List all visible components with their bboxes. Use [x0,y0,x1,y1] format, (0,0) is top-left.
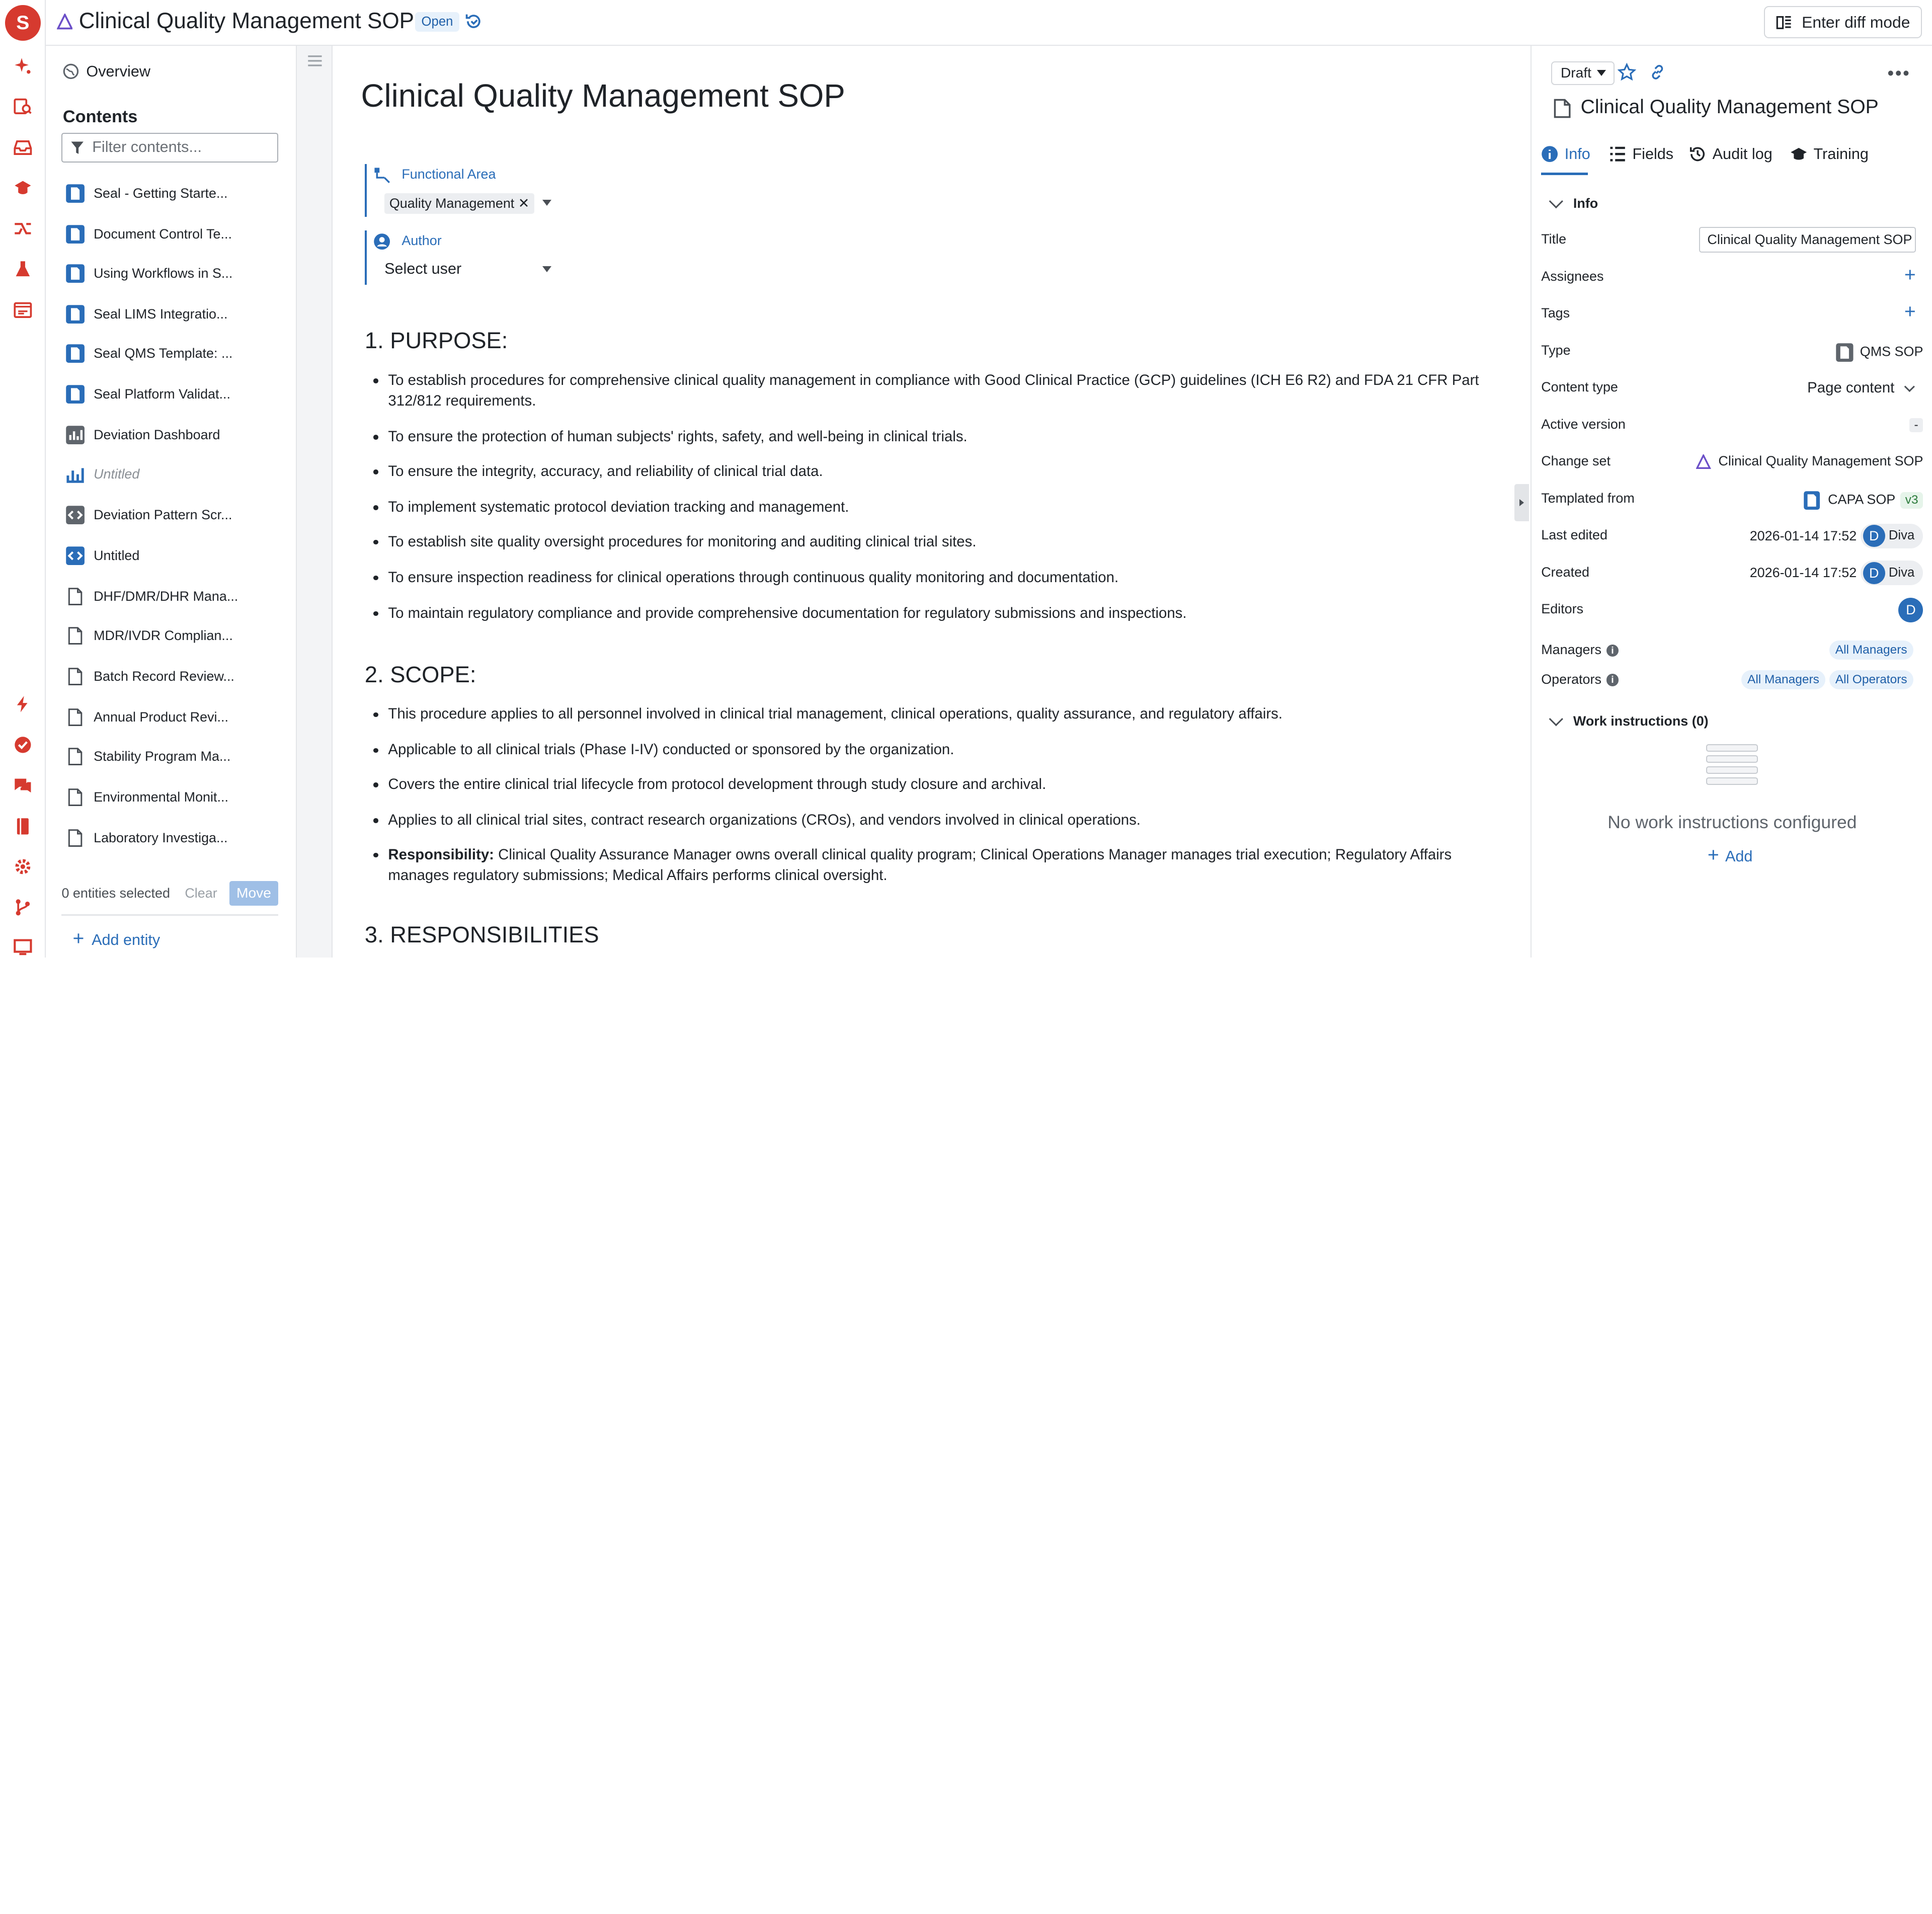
avatar[interactable]: D [1898,598,1923,622]
sidebar-item[interactable] [65,705,281,730]
functional-area-dropdown-icon[interactable] [542,200,551,206]
tab-training-label: Training [1813,145,1869,163]
managers-label: Managers [1541,642,1601,657]
add-entity-button[interactable] [72,928,160,950]
tab-training[interactable] [1790,145,1869,163]
blue-doc-icon [65,344,85,363]
seal-logo[interactable]: S [5,5,41,41]
bolt-icon[interactable] [12,694,33,715]
role-badge[interactable]: All Managers [1741,670,1825,689]
author-select[interactable]: Select user [384,260,462,277]
add-work-instruction-button[interactable] [1708,844,1753,866]
gray-code-icon [65,505,85,525]
avatar: D [1863,562,1885,584]
field-label: Templated from [1541,490,1635,506]
info-section-label: Info [1573,196,1598,211]
field-editors [1541,598,1923,622]
sidebar-item[interactable] [65,584,281,609]
field-value [1750,561,1923,585]
field-value [1909,417,1923,432]
blue-chart-icon [65,464,85,484]
sidebar-item-label: Laboratory Investiga... [94,830,228,845]
sidebar-item[interactable] [65,261,281,286]
title-input[interactable]: Clinical Quality Management SOP [1699,227,1916,253]
chevron-down-icon [1904,381,1915,392]
monitor-icon[interactable] [12,936,33,958]
book-icon[interactable] [12,816,33,837]
outline-doc-icon [65,828,85,848]
blue-doc-icon [65,384,85,404]
check-circle-icon[interactable] [12,735,33,756]
role-badge[interactable]: All Managers [1829,641,1913,660]
list-item: To implement systematic protocol deviation tracking and management. [388,497,1485,518]
branch-icon[interactable] [12,897,33,918]
menu-icon[interactable] [307,53,323,69]
field-label: Editors [1541,601,1584,617]
section-heading: 1. PURPOSE: [364,328,508,354]
blue-doc-icon [1803,491,1820,510]
sidebar-item[interactable] [65,623,281,648]
sidebar-item-label: Stability Program Ma... [94,749,231,764]
templated-from-value: CAPA SOP [1828,492,1896,507]
field-label [1541,672,1619,687]
blue-doc-icon [65,304,85,324]
list-item: To ensure inspection readiness for clinical operations through continuous quality monitoring and documentation. [388,567,1485,588]
panel-tabs [1532,138,1932,175]
list-item: This procedure applies to all personnel involved in clinical trial management, clinical operations, quality assurance, and regulatory affairs. [388,703,1485,725]
outline-doc-icon [65,787,85,807]
field-label: Created [1541,564,1590,580]
sidebar-item[interactable] [65,503,281,527]
list-item: To establish site quality oversight procedures for monitoring and auditing clinical trial sites. [388,531,1485,552]
field-label: Active version [1541,416,1626,432]
add-tag-icon[interactable]: + [1904,301,1916,323]
workflow-icon[interactable] [12,218,33,239]
list-item [388,844,1485,886]
add-entity-label: Add entity [92,931,160,949]
app-rail [0,0,46,958]
sidebar-item[interactable] [65,826,281,850]
work-instructions-label: Work instructions (0) [1573,713,1709,729]
sidebar-item-label: Deviation Pattern Scr... [94,507,232,523]
functional-area-label: Functional Area [401,166,496,182]
blue-doc-icon [65,264,85,283]
change-set-link[interactable] [1696,453,1923,469]
sparkle-icon[interactable] [12,55,33,76]
info-icon[interactable]: i [1606,674,1619,686]
content-type-value: Page content [1807,379,1895,396]
overview-link[interactable] [63,63,150,81]
sidebar-item[interactable] [65,664,281,689]
sidebar-item-label: Untitled [94,547,140,563]
responsibility-text: Clinical Quality Assurance Manager owns overall clinical quality program; Clinical Operations Manager manages trial execution; Regulatory Affairs manages regulatory submissions; Medical Affairs performs clinical oversight. [388,846,1452,884]
diff-icon [1776,15,1792,31]
outline-doc-icon [65,707,85,727]
tab-fields[interactable] [1609,145,1673,163]
last-edited-value: 2026-01-14 17:52 [1749,528,1857,543]
blue-doc-icon [65,224,85,244]
blue-code-icon [65,546,85,566]
info-icon [1541,145,1558,163]
outline-doc-icon [65,667,85,686]
field-created [1541,561,1923,585]
info-section-toggle[interactable] [1547,196,1598,211]
content-type-select[interactable] [1807,379,1913,396]
sidebar-item-label: Environmental Monit... [94,789,228,805]
expand-panel-handle[interactable] [1514,484,1529,521]
user-icon [373,233,390,250]
field-label: Last edited [1541,527,1607,543]
user-name: Diva [1888,528,1915,543]
list-item: Applies to all clinical trial sites, contract research organizations (CROs), and vendors involved in clinical operations. [388,810,1485,831]
page-title: Clinical Quality Management SOP [78,9,415,34]
role-badge[interactable]: All Operators [1829,670,1913,689]
sidebar-item-label: Seal QMS Template: ... [94,346,233,361]
field-label [1541,642,1619,658]
field-active-version [1541,413,1923,437]
version-badge: v3 [1900,492,1923,509]
outline-doc-icon [65,587,85,606]
move-button[interactable]: Move [229,881,279,906]
empty-state-text: No work instructions configured [1607,812,1857,832]
contents-heading: Contents [62,107,138,127]
star-icon[interactable] [1618,63,1636,82]
sidebar-item-label: Seal LIMS Integratio... [94,306,228,322]
sidebar-item[interactable] [65,543,281,568]
inbox-icon[interactable] [12,137,33,158]
sidebar-item[interactable] [65,423,281,447]
training-icon [1790,145,1807,163]
globe-icon [63,63,79,79]
diff-button-label: Enter diff mode [1802,13,1910,31]
author-label: Author [401,232,442,248]
field-value [1829,641,1913,660]
contents-sidebar [46,46,297,958]
status-badge: Open [415,12,459,32]
field-content-type [1541,376,1923,401]
divider [61,914,278,915]
change-set-value: Clinical Quality Management SOP [1718,453,1923,469]
tab-info-label: Info [1564,145,1590,163]
list-item: Applicable to all clinical trials (Phase I-IV) conducted or sponsored by the organization. [388,739,1485,760]
created-value: 2026-01-14 17:52 [1749,565,1857,581]
operators-label: Operators [1541,671,1601,687]
active-version-value: - [1909,418,1923,432]
field-managers [1541,639,1923,663]
panel-title: Clinical Quality Management SOP [1580,96,1879,118]
training-icon[interactable] [12,178,33,199]
user-pill[interactable] [1861,561,1923,585]
chevron-down-icon [1549,194,1563,208]
list-item: To establish procedures for comprehensive clinical quality management in compliance with Good Clinical Practice (GCP) guidelines (ICH E6 R2) and FDA 21 CFR Part 312/812 requirements. [388,370,1485,412]
remove-icon[interactable]: ✕ [518,196,530,211]
user-pill[interactable] [1861,524,1923,548]
history-icon[interactable] [464,12,483,31]
field-type [1541,339,1923,363]
tab-fields-label: Fields [1632,145,1674,163]
tab-audit-log-label: Audit log [1712,145,1773,163]
history-icon [1689,145,1706,163]
section-heading: 3. RESPONSIBILITIES [364,921,599,947]
avatar: D [1863,525,1885,547]
field-label: Title [1541,231,1567,247]
hierarchy-icon [373,167,390,184]
field-change-set [1541,450,1923,474]
document-body [334,46,1530,958]
sidebar-item[interactable] [65,341,281,366]
clear-button[interactable]: Clear [185,885,217,901]
sidebar-item[interactable] [65,785,281,810]
selected-count: 0 entities selected [61,885,170,901]
functional-area-chip[interactable] [384,193,534,214]
outline-doc-icon [65,747,85,766]
templated-from-link[interactable] [1803,491,1923,510]
add-assignee-icon[interactable]: + [1904,264,1916,286]
functional-area-value: Quality Management [389,196,515,211]
add-label: Add [1725,847,1753,865]
responsibility-label: Responsibility: [388,846,494,863]
list-item: Covers the entire clinical trial lifecycle from protocol development through study closure and archival. [388,774,1485,795]
chevron-down-icon [1549,712,1563,726]
work-instructions-toggle[interactable] [1547,713,1708,729]
sidebar-item[interactable] [65,382,281,407]
filter-icon [70,140,85,155]
change-set-icon [57,14,73,30]
sidebar-item-label: Untitled [94,466,140,482]
field-operators [1541,668,1923,692]
document-icon [1554,99,1571,118]
sidebar-item-label: DHF/DMR/DHR Mana... [94,588,238,604]
details-panel [1531,46,1932,958]
sidebar-item[interactable] [65,302,281,327]
field-label: Tags [1541,305,1570,321]
enter-diff-mode-button[interactable] [1764,6,1922,38]
browser-icon[interactable] [12,299,33,321]
field-assignees [1541,265,1923,290]
list-item: To ensure the integrity, accuracy, and reliability of clinical trial data. [388,461,1485,482]
tab-audit-log[interactable] [1689,145,1773,163]
change-set-icon [1696,454,1711,469]
plus-icon: + [72,928,85,950]
field-last-edited [1541,524,1923,548]
field-tags [1541,302,1923,327]
sidebar-item[interactable] [65,222,281,247]
plus-icon: + [1707,844,1719,866]
author-dropdown-icon[interactable] [542,266,551,272]
sidebar-item[interactable] [65,181,281,206]
field-value [1750,524,1923,548]
document-title[interactable]: Clinical Quality Management SOP [361,78,845,114]
active-tab-indicator [1541,173,1588,175]
gear-icon[interactable] [12,856,33,878]
more-icon[interactable]: ••• [1887,62,1911,84]
top-bar [46,0,1932,46]
overview-label: Overview [86,62,150,80]
sidebar-item-label: Using Workflows in S... [94,266,233,281]
sidebar-item-label: Seal - Getting Starte... [94,185,228,201]
link-icon[interactable] [1648,63,1667,82]
sidebar-item-label: Deviation Dashboard [94,427,220,442]
sidebar-item-label: Batch Record Review... [94,668,234,684]
field-value [1835,343,1923,362]
list-icon [1609,145,1626,163]
filter-contents-input[interactable] [61,133,278,163]
selection-bar [61,880,278,907]
list-item: To ensure the protection of human subjects' rights, safety, and well-being in clinical trials. [388,426,1485,447]
field-title [1541,228,1923,253]
field-value [1741,670,1913,689]
field-label: Assignees [1541,268,1604,284]
field-value [1898,598,1923,622]
lab-flask-icon[interactable] [12,259,33,280]
field-label: Type [1541,342,1571,358]
field-label: Change set [1541,453,1611,469]
info-icon[interactable]: i [1606,645,1619,657]
qms-sop-icon [1835,343,1854,362]
sidebar-item[interactable] [65,462,281,487]
status-dropdown[interactable]: Draft [1551,61,1615,85]
section-heading: 2. SCOPE: [364,662,476,688]
search-records-icon[interactable] [12,96,33,117]
sidebar-gutter[interactable] [297,46,333,958]
list-item: To maintain regulatory compliance and provide comprehensive documentation for regulatory submissions and inspections. [388,603,1485,624]
filter-placeholder: Filter contents... [92,138,202,156]
field-templated-from [1541,487,1923,511]
sidebar-item-label: Document Control Te... [94,226,232,242]
sidebar-item-label: MDR/IVDR Complian... [94,628,233,644]
outline-doc-icon [65,626,85,646]
empty-list-illustration [1706,744,1758,793]
chat-icon[interactable] [12,775,33,796]
sidebar-item[interactable] [65,744,281,769]
field-label: Content type [1541,379,1618,395]
tab-info[interactable] [1541,145,1590,163]
blue-doc-icon [65,184,85,203]
type-value: QMS SOP [1860,344,1923,359]
sidebar-item-label: Seal Platform Validat... [94,386,230,402]
sidebar-item-label: Annual Product Revi... [94,709,228,725]
user-name: Diva [1888,565,1915,580]
gray-chart-icon [65,425,85,445]
